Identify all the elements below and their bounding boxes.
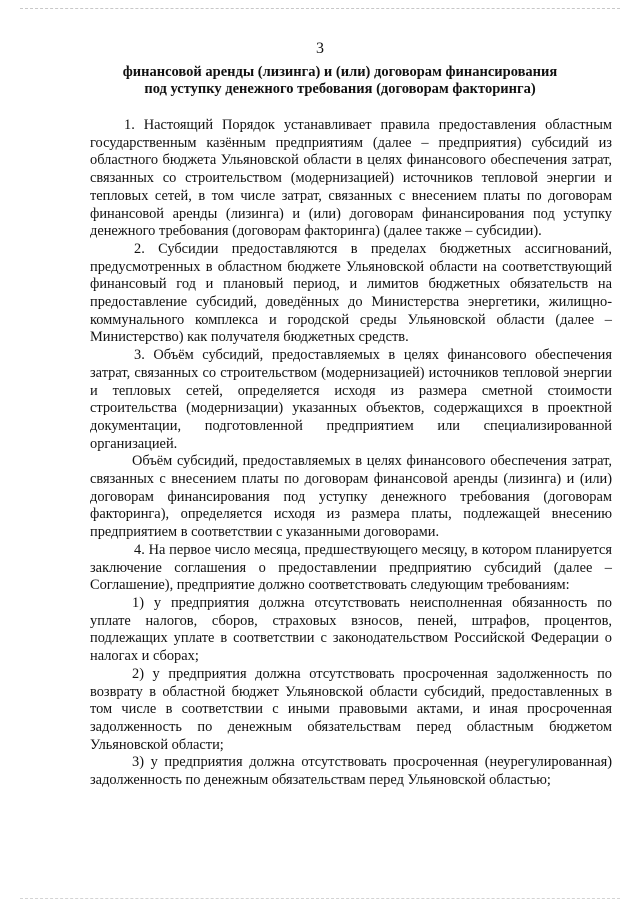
requirement-3: 3) у предприятия должна отсутствовать просроченная (неурегулированная) задолженность по денежным обязательствам перед Ульяновской областью; <box>90 754 612 789</box>
document-body <box>90 117 612 790</box>
scan-edge-top <box>20 8 620 9</box>
paragraph-1: 1. Настоящий Порядок устанавливает правила предоставления областным государственным казённым предприятиям (далее – предприятия) субсидий из областного бюджета Ульяновской области в целях финансового обеспечения затрат, связанных со строительством (модернизацией) источников тепловой энергии и тепловых сетей, в том числе затрат, связанных с внесением платы по договорам финансовой аренды (лизинга) и (или) договорам финансирования под уступку денежного требования (договорам факторинга) (далее также – субсидии). <box>90 117 612 240</box>
heading-line-2: под уступку денежного требования (договорам факторинга) <box>144 81 536 97</box>
scan-edge-bottom <box>20 898 620 899</box>
paragraph-2: 2. Субсидии предоставляются в пределах бюджетных ассигнований, предусмотренных в областном бюджете Ульяновской области на соответствующий финансовый год и плановый период, и лимитов бюджетных обязательств на предоставление субсидий, доведённых до Министерства энергетики, жилищно-коммунального комплекса и городской среды Ульяновской области (далее – Министерство) как получателя бюджетных средств. <box>90 240 612 346</box>
section-heading <box>80 64 600 98</box>
heading-line-1: финансовой аренды (лизинга) и (или) договорам финансирования <box>122 64 558 80</box>
paragraph-3: 3. Объём субсидий, предоставляемых в целях финансового обеспечения затрат, связанных со строительством (модернизацией) источников тепловой энергии и тепловых сетей, определяется исходя из размера сметной стоимости строительства (модернизации) указанных объектов, содержащихся в проектной документации, подготовленной предприятием или специализированной организацией. <box>90 347 612 452</box>
paragraph-3-continued: Объём субсидий, предоставляемых в целях финансового обеспечения затрат, связанных с внесением платы по договорам финансовой аренды (лизинга) и (или) договорам финансирования под уступку денежного требования (договорам факторинга), определяется исходя из размера платы, подлежащей внесению предприятием в соответствии с указанными договорами. <box>90 453 612 541</box>
requirement-1: 1) у предприятия должна отсутствовать неисполненная обязанность по уплате налогов, сборов, страховых взносов, пеней, штрафов, процентов, подлежащих уплате в соответствии с законодательством Российской Федерации о налогах и сборах; <box>90 594 612 665</box>
requirement-2: 2) у предприятия должна отсутствовать просроченная задолженность по возврату в областной бюджет Ульяновской области субсидий, предоставленных в том числе в соответствии с иными правовыми актами, и иная просроченная задолженность по денежным обязательствам перед областным бюджетом Ульяновской области; <box>90 665 612 753</box>
page-number: 3 <box>316 40 324 57</box>
paragraph-4: 4. На первое число месяца, предшествующего месяцу, в котором планируется заключение соглашения о предоставлении предприятию субсидий (далее – Соглашение), предприятие должно соответствовать следующим требованиям: <box>90 541 612 594</box>
